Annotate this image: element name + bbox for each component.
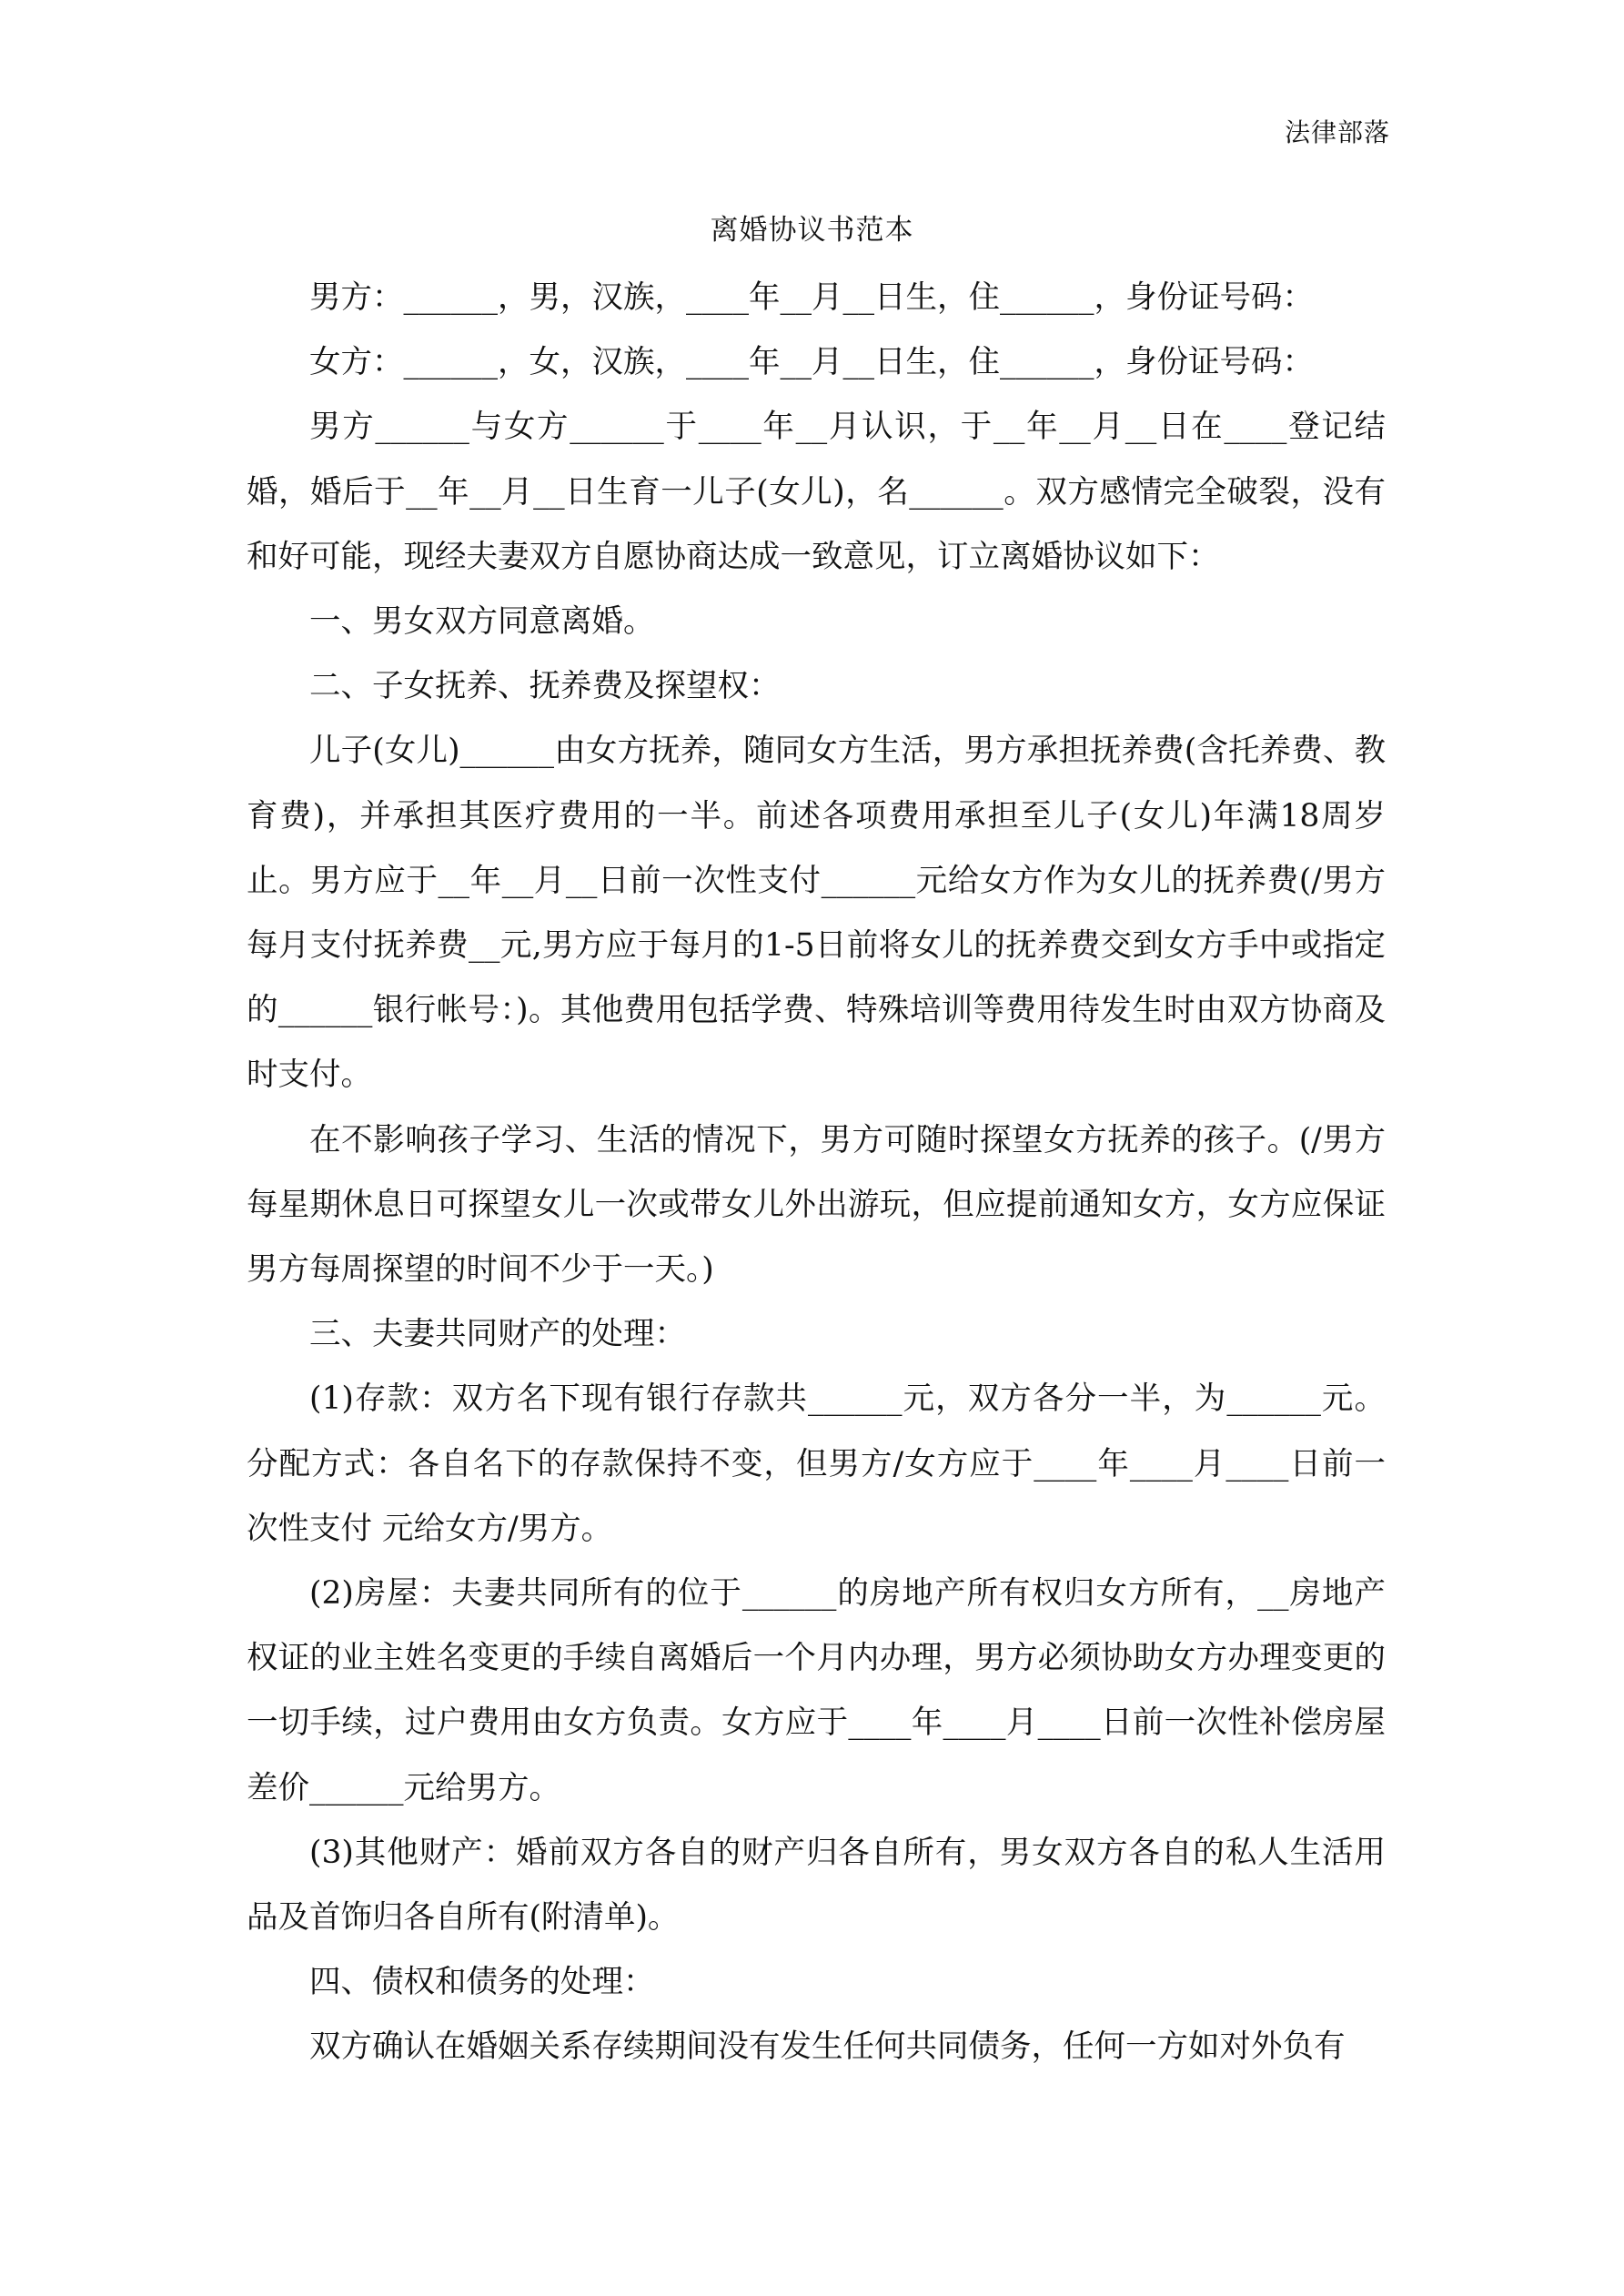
paragraph-husband-info: 男方：______，男，汉族，____年__月__日生，住______，身份证号码： bbox=[309, 279, 1314, 316]
paragraph-savings: (1)存款：双方名下现有银行存款共______元，双方各分一半，为______元。分配方式：各自名下的存款保持不变，但男方/女方应于____年____月____日前一次性支付 元给女方/男方。 bbox=[247, 1381, 1386, 1547]
paragraph-child-support: 儿子(女儿)______由女方抚养，随同女方生活，男方承担抚养费(含托养费、教育费)，并承担其医疗费用的一半。前述各项费用承担至儿子(女儿)年满18周岁止。男方应于__年__月__日前一次性支付______元给女方作为女儿的抚养费(/男方每月支付抚养费__元,男方应于每月的1-5日前将女儿的抚养费交到女方手中或指定的______银行帐号：)。其他费用包括学费、特殊培训等费用待发生时由双方协商及时支付。 bbox=[247, 733, 1386, 1094]
paragraph-other-property: (3)其他财产：婚前双方各自的财产归各自所有，男女双方各自的私人生活用品及首饰归各自所有(附清单)。 bbox=[247, 1834, 1386, 1937]
document-title: 离婚协议书范本 bbox=[710, 214, 914, 247]
paragraph-clause-1: 一、男女双方同意离婚。 bbox=[309, 603, 655, 641]
header-label: 法律部落 bbox=[1284, 117, 1390, 147]
paragraph-debts: 双方确认在婚姻关系存续期间没有发生任何共同债务，任何一方如对外负有 bbox=[309, 2028, 1346, 2066]
paragraph-clause-2-heading: 二、子女抚养、抚养费及探望权： bbox=[309, 668, 781, 705]
paragraph-visitation: 在不影响孩子学习、生活的情况下，男方可随时探望女方抚养的孩子。(/男方每星期休息日可探望女儿一次或带女儿外出游玩，但应提前通知女方，女方应保证男方每周探望的时间不少于一天。) bbox=[247, 1121, 1386, 1289]
paragraph-wife-info: 女方：______，女，汉族，____年__月__日生，住______，身份证号码： bbox=[309, 344, 1314, 381]
paragraph-marriage-background: 男方______与女方______于____年__月认识，于__年__月__日在____登记结婚，婚后于__年__月__日生育一儿子(女儿)，名______。双方感情完全破裂，没有和好可能，现经夫妻双方自愿协商达成一致意见，订立离婚协议如下： bbox=[247, 409, 1386, 575]
document-body bbox=[247, 266, 1386, 2080]
paragraph-clause-4-heading: 四、债权和债务的处理： bbox=[309, 1964, 655, 2001]
paragraph-clause-3-heading: 三、夫妻共同财产的处理： bbox=[309, 1316, 686, 1353]
paragraph-house: (2)房屋：夫妻共同所有的位于______的房地产所有权归女方所有，__房地产权证的业主姓名变更的手续自离婚后一个月内办理，男方必须协助女方办理变更的一切手续，过户费用由女方负责。女方应于____年____月____日前一次性补偿房屋差价______元给男方。 bbox=[247, 1575, 1386, 1806]
